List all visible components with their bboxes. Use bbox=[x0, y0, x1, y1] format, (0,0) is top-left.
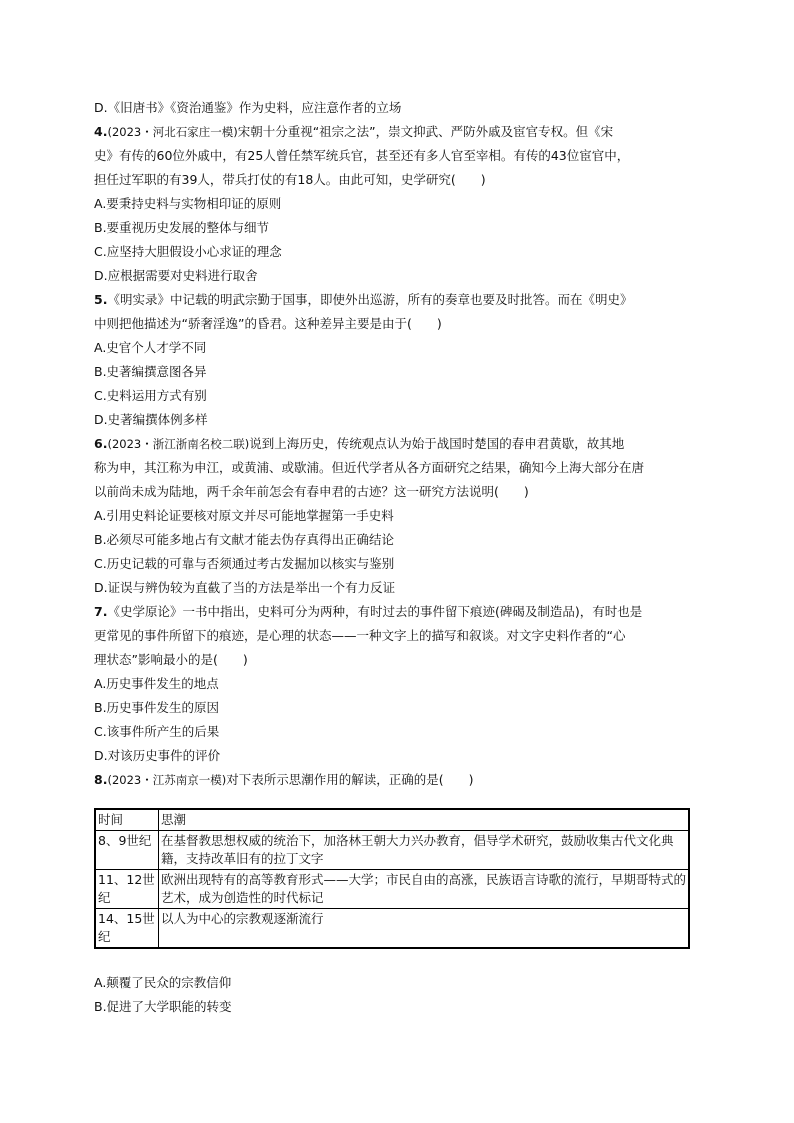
answer-option: D.证误与辨伪较为直截了当的方法是举出一个有力反证 bbox=[94, 580, 396, 595]
answer-option: B.历史事件发生的原因 bbox=[94, 700, 220, 715]
answer-option: A.历史事件发生的地点 bbox=[94, 676, 219, 691]
question-source: (2023・浙江浙南名校二联) bbox=[107, 437, 250, 451]
table-cell: 欧洲出现特有的高等教育形式——大学；市民自由的高涨，民族语言诗歌的流行，早期哥特式的艺术，成为创造性的时代标记 bbox=[159, 870, 690, 909]
table-cell: 14、15世纪 bbox=[95, 909, 159, 949]
answer-option: D.应根据需要对史料进行取舍 bbox=[94, 268, 258, 283]
question-text: 理状态”影响最小的是( ) bbox=[94, 652, 248, 667]
question-6 bbox=[94, 432, 694, 504]
question-text: 史》有传的60位外戚中，有25人曾任禁军统兵官，甚至还有多人官至宰相。有传的43位宦官中， bbox=[94, 148, 630, 163]
table-header-cell: 思潮 bbox=[159, 809, 690, 831]
question-text: 称为申，其江称为申江，或黄浦、或歇浦。但近代学者从各方面研究之结果，确知今上海大部分在唐 bbox=[94, 460, 645, 475]
question-text-line bbox=[94, 168, 694, 192]
table-cell: 8、9世纪 bbox=[95, 831, 159, 870]
question-text: 《史学原论》一书中指出，史料可分为两种，有时过去的事件留下痕迹(碑碣及制造品)，有时也是 bbox=[107, 604, 643, 619]
question-source: (2023・河北石家庄一模) bbox=[107, 125, 238, 139]
question-text: 以前尚未成为陆地，两千余年前怎会有春申君的古迹？这一研究方法说明( ) bbox=[94, 484, 529, 499]
question-text-line bbox=[94, 432, 694, 456]
question-text-line bbox=[94, 624, 694, 648]
answer-option: D.《旧唐书》《资治通鉴》作为史料，应注意作者的立场 bbox=[94, 100, 402, 115]
question-list bbox=[94, 96, 694, 792]
table-header-cell: 时间 bbox=[95, 809, 159, 831]
question-number: 6. bbox=[94, 436, 108, 451]
table-row bbox=[95, 831, 689, 870]
question-text: 担任过军职的有39人，带兵打仗的有18人。由此可知，史学研究( ) bbox=[94, 172, 486, 187]
question-text: 宋朝十分重视“祖宗之法”，崇文抑武、严防外戚及宦官专权。但《宋 bbox=[237, 124, 614, 139]
answer-option: D.对该历史事件的评价 bbox=[94, 748, 221, 763]
answer-option: C.历史记载的可靠与否须通过考古发掘加以核实与鉴别 bbox=[94, 556, 395, 571]
question-number: 8. bbox=[94, 772, 108, 787]
thought-trend-table bbox=[94, 808, 690, 949]
question-text-line bbox=[94, 648, 694, 672]
answer-option: C.史料运用方式有别 bbox=[94, 388, 207, 403]
question-text-line bbox=[94, 144, 694, 168]
answer-option: A.要秉持史料与实物相印证的原则 bbox=[94, 196, 282, 211]
question-5 bbox=[94, 288, 694, 336]
question-8-options bbox=[94, 971, 694, 1019]
question-text-line bbox=[94, 600, 694, 624]
answer-option: D.史著编撰体例多样 bbox=[94, 412, 208, 427]
question-7 bbox=[94, 600, 694, 672]
question-text-line bbox=[94, 480, 694, 504]
table-cell: 以人为中心的宗教观逐渐流行 bbox=[159, 909, 690, 949]
answer-option: B.史著编撰意图各异 bbox=[94, 364, 207, 379]
question-8 bbox=[94, 768, 694, 792]
answer-option: C.应坚持大胆假设小心求证的理念 bbox=[94, 244, 282, 259]
question-number: 4. bbox=[94, 124, 108, 139]
question-source: (2023・江苏南京一模) bbox=[107, 773, 227, 787]
answer-option: B.必须尽可能多地占有文献才能去伪存真得出正确结论 bbox=[94, 532, 395, 547]
answer-option: A.颠覆了民众的宗教信仰 bbox=[94, 975, 232, 990]
question-number: 7. bbox=[94, 604, 108, 619]
question-text-line bbox=[94, 288, 694, 312]
table-row bbox=[95, 909, 689, 949]
question-text-line bbox=[94, 120, 694, 144]
answer-option: B.要重视历史发展的整体与细节 bbox=[94, 220, 270, 235]
answer-option: A.史官个人才学不同 bbox=[94, 340, 207, 355]
question-number: 5. bbox=[94, 292, 108, 307]
question-text-line bbox=[94, 456, 694, 480]
question-text: 《明实录》中记载的明武宗勤于国事，即使外出巡游，所有的奏章也要及时批答。而在《明史》 bbox=[107, 292, 633, 307]
question-text-line bbox=[94, 768, 694, 792]
question-text: 对下表所示思潮作用的解读，正确的是( ) bbox=[226, 772, 474, 787]
question-text: 更常见的事件所留下的痕迹，是心理的状态——一种文字上的描写和叙谈。对文字史料作者的“心 bbox=[94, 628, 626, 643]
answer-option: A.引用史料论证要核对原文并尽可能地掌握第一手史料 bbox=[94, 508, 394, 523]
question-4 bbox=[94, 120, 694, 192]
question-text: 中则把他描述为“骄奢淫逸”的昏君。这种差异主要是由于( ) bbox=[94, 316, 442, 331]
answer-option: B.促进了大学职能的转变 bbox=[94, 999, 232, 1014]
table-row bbox=[95, 870, 689, 909]
table-header-row bbox=[95, 809, 689, 831]
document-page bbox=[94, 96, 694, 1019]
table-cell: 11、12世纪 bbox=[95, 870, 159, 909]
question-text: 说到上海历史，传统观点认为始于战国时楚国的春申君黄歇，故其地 bbox=[249, 436, 625, 451]
question-text-line bbox=[94, 312, 694, 336]
table-cell: 在基督教思想权威的统治下，加洛林王朝大力兴办教育，倡导学术研究，鼓励收集古代文化典籍，支持改革旧有的拉丁文字 bbox=[159, 831, 690, 870]
answer-option: C.该事件所产生的后果 bbox=[94, 724, 220, 739]
